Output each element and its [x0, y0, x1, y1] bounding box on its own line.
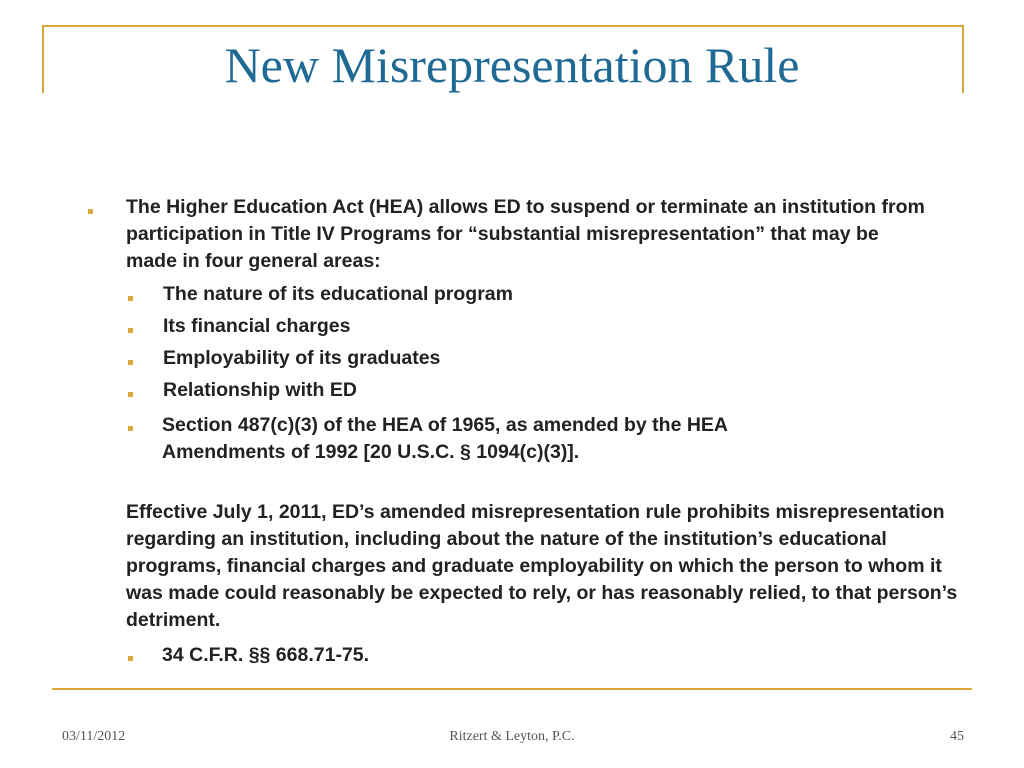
bullet-marker: [128, 426, 133, 431]
slide-title: New Misrepresentation Rule: [224, 37, 800, 93]
footer-date: 03/11/2012: [62, 729, 126, 744]
page-number: 45: [950, 729, 964, 744]
effective-rule-paragraph: Effective July 1, 2011, ED’s amended misrepresentation rule prohibits misrepresentation regarding an institution, including about the nature of the institution’s educational programs, financial charges and graduate employability on which the person to whom it was made could reasonably be expected to rely, or has reasonably relied, to that person’s detriment.: [126, 501, 958, 631]
bullet-marker: [128, 296, 133, 301]
citation-hea: Section 487(c)(3) of the HEA of 1965, as amended by the HEA Amendments of 1992 [20 U.S.C. § 1094(c)(3)].: [162, 414, 728, 463]
bullet-marker: [88, 209, 93, 214]
bullet-marker: [128, 392, 133, 397]
citation-cfr: 34 C.F.R. §§ 668.71-75.: [162, 644, 370, 666]
intro-text: The Higher Education Act (HEA) allows ED to suspend or terminate an institution from participation in Title IV Programs for “substantial misrepresentation” that may be made in four general areas:: [126, 196, 925, 272]
bullet-marker: [128, 328, 133, 333]
area-item: Relationship with ED: [163, 379, 357, 401]
area-item: The nature of its educational program: [163, 283, 513, 305]
bullet-marker: [128, 360, 133, 365]
area-item: Employability of its graduates: [163, 347, 441, 369]
bullet-marker: [128, 656, 133, 661]
footer-firm: Ritzert & Leyton, P.C.: [449, 729, 575, 744]
area-item: Its financial charges: [163, 315, 351, 337]
